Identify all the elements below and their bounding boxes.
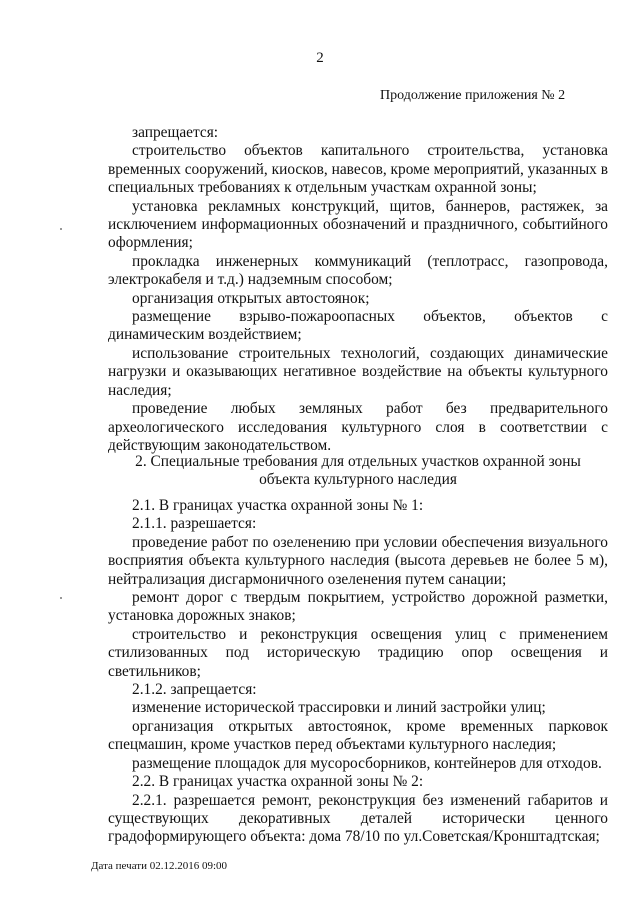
paragraph: размещение площадок для мусоросборников, контейнеров для отходов. bbox=[132, 754, 602, 772]
paragraph: ремонт дорог с твердым покрытием, устройство дорожной разметки, установка дорожных знаков; bbox=[108, 589, 608, 625]
appendix-label: Продолжение приложения № 2 bbox=[380, 88, 566, 103]
margin-dot bbox=[60, 228, 62, 230]
paragraph: размещение взрыво-пожароопасных объектов, объектов с динамическим воздействием; bbox=[108, 308, 608, 344]
paragraph: организация открытых автостоянок; bbox=[132, 289, 370, 307]
paragraph: 2.1. В границах участка охранной зоны № 1: bbox=[132, 497, 424, 514]
margin-dot bbox=[60, 597, 62, 599]
footer-print-date: Дата печати 02.12.2016 09:00 bbox=[91, 860, 228, 872]
section-title-line: 2. Специальные требования для отдельных участков охранной зоны bbox=[135, 453, 581, 470]
page-number: 2 bbox=[316, 50, 324, 66]
paragraph: проведение любых земляных работ без предварительного археологического исследования культурного слоя в соответствии с действующим законодательством. bbox=[108, 400, 608, 454]
paragraph: запрещается: bbox=[132, 124, 219, 141]
section-title-line: объекта культурного наследия bbox=[259, 471, 457, 489]
paragraph: изменение исторической трассировки и линий застройки улиц; bbox=[132, 699, 546, 717]
paragraph: организация открытых автостоянок, кроме временных парковок спецмашин, кроме участков перед объектами культурного наследия; bbox=[108, 717, 608, 754]
paragraph: строительство объектов капитального строительства, установка временных сооружений, киосков, навесов, кроме мероприятий, указанных в специальных требованиях к отдельным участкам охранной зоны; bbox=[108, 142, 608, 197]
paragraph: прокладка инженерных коммуникаций (теплотрасс, газопровода, электрокабеля и т.д.) надземным способом; bbox=[108, 252, 608, 289]
paragraph: 2.1.2. запрещается: bbox=[132, 681, 257, 699]
paragraph: 2.2.1. разрешается ремонт, реконструкция без изменений габаритов и существующих декоративных деталей исторически ценного градоформирующего объекта: дома 78/10 по ул.Советская/Кронштадтская; bbox=[108, 791, 608, 846]
section-title bbox=[108, 453, 608, 490]
body-text-bottom bbox=[108, 497, 608, 847]
paragraph: 2.2. В границах участка охранной зоны № 2: bbox=[132, 773, 424, 791]
paragraph: 2.1.1. разрешается: bbox=[132, 515, 257, 533]
body-text-top bbox=[108, 124, 608, 455]
paragraph: установка рекламных конструкций, щитов, баннеров, растяжек, за исключением информационных обозначений и праздничного, событийного оформления; bbox=[108, 197, 608, 252]
paragraph: строительство и реконструкция освещения улиц с применением стилизованных под историческую традицию опор освещения и светильников; bbox=[108, 625, 608, 680]
paragraph: проведение работ по озеленению при условии обеспечения визуального восприятия объекта культурного наследия (высота деревьев не более 5 м), нейтрализация дисгармоничного озеленения путем санации; bbox=[108, 533, 608, 588]
paragraph: использование строительных технологий, создающих динамические нагрузки и оказывающих негативное воздействие на объекты культурного наследия; bbox=[108, 344, 608, 399]
